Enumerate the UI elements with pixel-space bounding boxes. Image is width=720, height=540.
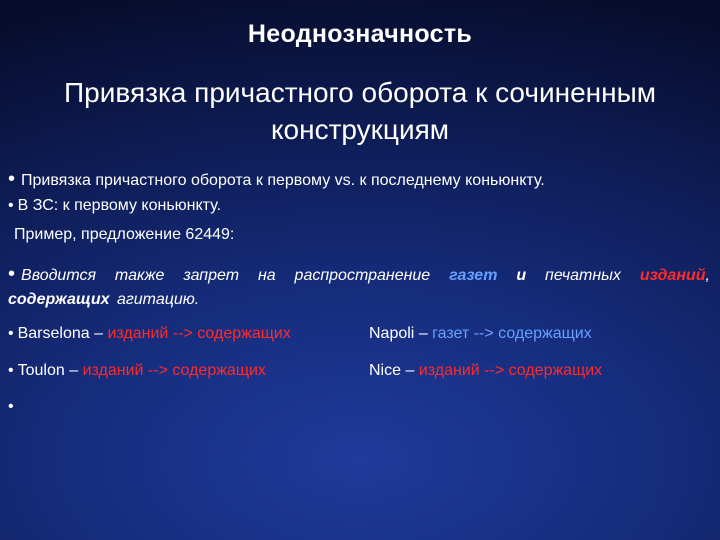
dash: – <box>405 362 415 379</box>
word-izdaniy: изданий <box>639 267 706 284</box>
bullet-marker: • <box>8 362 14 379</box>
arrow: --> <box>484 362 505 379</box>
arrow: --> <box>473 325 494 342</box>
system-name: Toulon <box>17 362 65 379</box>
dash: – <box>418 325 428 342</box>
slide-title <box>20 74 700 148</box>
word-soderzhashchih: содержащих <box>8 291 110 308</box>
dash: – <box>69 362 79 379</box>
comma: , <box>705 267 710 284</box>
target-word: содержащих <box>197 325 291 342</box>
word-pechatnyh: печатных <box>545 267 621 284</box>
bullet-marker: • <box>8 263 16 285</box>
chosen-word: изданий <box>82 362 144 379</box>
word-agitatsiyu: агитацию. <box>116 291 200 308</box>
line-1-text: Привязка причастного оборота к первому vs. к последнему коньюнкту. <box>21 172 545 189</box>
word-gazet: газет <box>449 267 498 284</box>
empty-bullet: • <box>8 398 14 415</box>
bullet-line-2 <box>8 197 221 215</box>
bullet-marker: • <box>8 197 14 214</box>
system-row-toulon <box>8 362 266 380</box>
bullet-marker: • <box>8 168 16 190</box>
system-row-nice <box>369 362 602 380</box>
target-word: содержащих <box>498 325 592 342</box>
bullet-marker: • <box>8 325 14 342</box>
chosen-word: изданий <box>418 362 480 379</box>
slide-heading: Неоднозначность <box>247 20 473 48</box>
system-name: Nice <box>369 362 402 379</box>
word-i: и <box>516 267 527 284</box>
system-row-napoli <box>369 325 592 343</box>
title-line-2: конструкциям <box>270 114 450 145</box>
target-word: содержащих <box>508 362 603 379</box>
system-row-barselona <box>8 325 291 343</box>
arrow: --> <box>147 362 168 379</box>
dash: – <box>94 325 104 342</box>
title-line-1: Привязка причастного оборота к сочиненным <box>64 77 656 108</box>
system-name: Barselona <box>17 325 90 342</box>
example-sentence <box>8 262 710 312</box>
arrow: --> <box>172 325 193 342</box>
bullet-line-1 <box>8 168 545 191</box>
chosen-word: газет <box>432 325 470 342</box>
example-part-1: Вводится также запрет на распространение <box>21 267 431 284</box>
line-2-text: В ЗС: к первому коньюнкту. <box>17 197 222 214</box>
chosen-word: изданий <box>107 325 169 342</box>
system-name: Napoli <box>369 325 415 342</box>
target-word: содержащих <box>172 362 266 379</box>
example-label: Пример, предложение 62449: <box>14 226 235 243</box>
